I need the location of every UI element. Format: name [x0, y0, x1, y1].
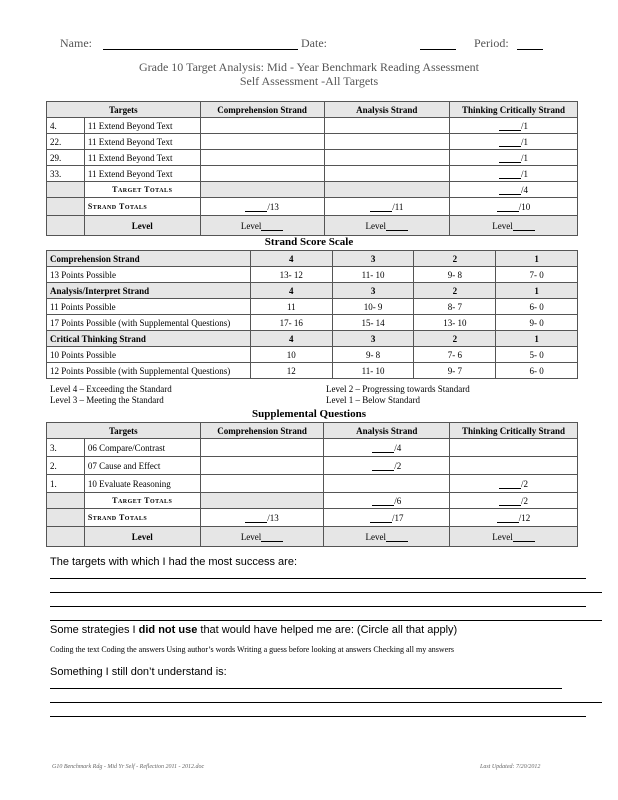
- level-number: 3: [332, 251, 414, 267]
- col-header: Thinking Critically Strand: [450, 423, 578, 439]
- level-cell[interactable]: Level: [324, 527, 450, 547]
- score-cell[interactable]: [200, 118, 324, 134]
- range-cell: 7- 0: [496, 267, 578, 283]
- range-cell: 9- 8: [414, 267, 496, 283]
- reflection-question-2: Some strategies I did not use that would have helped me are: (Circle all that apply): [50, 624, 458, 636]
- target-name: 11 Extend Beyond Text: [84, 118, 200, 134]
- item-number: 2.: [47, 457, 85, 475]
- range-cell: 12: [250, 363, 332, 379]
- points-label: 17 Points Possible (with Supplemental Questions): [47, 315, 251, 331]
- score-cell[interactable]: /1: [450, 166, 578, 182]
- col-header: Comprehension Strand: [200, 423, 324, 439]
- target-name: 07 Cause and Effect: [84, 457, 200, 475]
- range-cell: 13- 10: [414, 315, 496, 331]
- strand-name: Comprehension Strand: [47, 251, 251, 267]
- score-cell[interactable]: [324, 475, 450, 493]
- item-number: 4.: [47, 118, 85, 134]
- legend-level-1: Level 1 – Below Standard: [326, 395, 420, 405]
- target-totals-label: Target Totals: [84, 493, 200, 509]
- score-cell[interactable]: [200, 439, 324, 457]
- score-cell[interactable]: /12: [450, 509, 578, 527]
- range-cell: 11- 10: [332, 363, 414, 379]
- table-row: [47, 299, 578, 315]
- scale-title: Strand Score Scale: [264, 236, 354, 248]
- strand-totals-label: Strand Totals: [84, 198, 200, 216]
- level-label: Level: [84, 527, 200, 547]
- date-label: Date:: [301, 36, 327, 50]
- range-cell: 10: [250, 347, 332, 363]
- level-number: 1: [496, 251, 578, 267]
- answer-line[interactable]: [50, 620, 602, 621]
- table-row: [47, 457, 578, 475]
- col-header: Targets: [47, 423, 201, 439]
- name-label: Name:: [60, 36, 92, 50]
- level-number: 1: [496, 331, 578, 347]
- strand-header-row: [47, 251, 578, 267]
- strand-header-row: [47, 331, 578, 347]
- target-name: 10 Evaluate Reasoning: [84, 475, 200, 493]
- range-cell: 15- 14: [332, 315, 414, 331]
- range-cell: 11: [250, 299, 332, 315]
- target-name: 06 Compare/Contrast: [84, 439, 200, 457]
- range-cell: 5- 0: [496, 347, 578, 363]
- period-blank[interactable]: [517, 49, 543, 50]
- table-row: [47, 166, 578, 182]
- score-cell[interactable]: /4: [324, 439, 450, 457]
- table-header-row: [47, 102, 578, 118]
- answer-line[interactable]: [50, 702, 602, 703]
- table-row: [47, 347, 578, 363]
- footer-filename: G10 Benchmark Rdg - Mid Yr Self - Reflection 2011 - 2012.doc: [52, 764, 205, 770]
- score-cell[interactable]: /6: [324, 493, 450, 509]
- range-cell: 13- 12: [250, 267, 332, 283]
- score-cell[interactable]: [324, 150, 450, 166]
- target-name: 11 Extend Beyond Text: [84, 150, 200, 166]
- level-number: 1: [496, 283, 578, 299]
- range-cell: 9- 8: [332, 347, 414, 363]
- level-cell[interactable]: Level: [324, 216, 450, 236]
- range-cell: 7- 6: [414, 347, 496, 363]
- strategy-options[interactable]: Coding the text Coding the answers Using author’s words Writing a guess before looking at answers Checking all my answers: [50, 645, 454, 654]
- range-cell: 6- 0: [496, 363, 578, 379]
- reflection-question-1: The targets with which I had the most success are:: [50, 556, 298, 568]
- footer-updated: Last Updated: 7/20/2012: [480, 764, 541, 770]
- score-cell[interactable]: [200, 150, 324, 166]
- score-cell[interactable]: /4: [450, 182, 578, 198]
- level-number: 4: [250, 251, 332, 267]
- score-cell[interactable]: /11: [324, 198, 450, 216]
- points-label: 13 Points Possible: [47, 267, 251, 283]
- score-cell[interactable]: [450, 439, 578, 457]
- score-scale-table: [46, 250, 578, 379]
- score-cell[interactable]: [324, 118, 450, 134]
- level-label: Level: [84, 216, 200, 236]
- target-totals-row: [47, 493, 578, 509]
- level-row: [47, 527, 578, 547]
- legend-level-4: Level 4 – Exceeding the Standard: [50, 384, 172, 394]
- level-number: 2: [414, 331, 496, 347]
- strand-name: Analysis/Interpret Strand: [47, 283, 251, 299]
- supplemental-title: Supplemental Questions: [252, 408, 366, 420]
- range-cell: 10- 9: [332, 299, 414, 315]
- level-number: 2: [414, 251, 496, 267]
- level-cell[interactable]: Level: [200, 216, 324, 236]
- name-blank[interactable]: [103, 49, 298, 50]
- table-row: [47, 439, 578, 457]
- table-row: [47, 315, 578, 331]
- score-cell[interactable]: [324, 134, 450, 150]
- range-cell: 8- 7: [414, 299, 496, 315]
- table-row: [47, 134, 578, 150]
- legend-level-2: Level 2 – Progressing towards Standard: [326, 384, 470, 394]
- target-name: 11 Extend Beyond Text: [84, 166, 200, 182]
- score-cell[interactable]: /17: [324, 509, 450, 527]
- target-name: 11 Extend Beyond Text: [84, 134, 200, 150]
- level-cell[interactable]: Level: [450, 216, 578, 236]
- page-subtitle: Self Assessment -All Targets: [239, 74, 379, 88]
- strand-totals-row: [47, 509, 578, 527]
- table-row: [47, 475, 578, 493]
- points-label: 11 Points Possible: [47, 299, 251, 315]
- score-cell[interactable]: /2: [450, 493, 578, 509]
- level-number: 4: [250, 331, 332, 347]
- item-number: 22.: [47, 134, 85, 150]
- points-label: 10 Points Possible: [47, 347, 251, 363]
- strand-header-row: [47, 283, 578, 299]
- range-cell: 11- 10: [332, 267, 414, 283]
- score-cell[interactable]: /1: [450, 150, 578, 166]
- score-cell[interactable]: [200, 134, 324, 150]
- table-row: [47, 267, 578, 283]
- targets-table: [46, 101, 578, 236]
- strand-totals-label: Strand Totals: [84, 509, 200, 527]
- score-cell[interactable]: [200, 475, 324, 493]
- score-cell[interactable]: [200, 457, 324, 475]
- level-cell[interactable]: Level: [200, 527, 324, 547]
- level-number: 3: [332, 283, 414, 299]
- score-cell[interactable]: [324, 166, 450, 182]
- score-cell[interactable]: /1: [450, 134, 578, 150]
- table-header-row: [47, 423, 578, 439]
- legend-level-3: Level 3 – Meeting the Standard: [50, 395, 164, 405]
- answer-line[interactable]: [50, 716, 586, 717]
- level-cell[interactable]: Level: [450, 527, 578, 547]
- col-header: Targets: [47, 102, 201, 118]
- table-row: [47, 150, 578, 166]
- score-cell[interactable]: [200, 166, 324, 182]
- item-number: 1.: [47, 475, 85, 493]
- score-cell[interactable]: /2: [324, 457, 450, 475]
- score-cell[interactable]: /10: [450, 198, 578, 216]
- level-number: 2: [414, 283, 496, 299]
- item-number: 33.: [47, 166, 85, 182]
- points-label: 12 Points Possible (with Supplemental Questions): [47, 363, 251, 379]
- range-cell: 17- 16: [250, 315, 332, 331]
- score-cell[interactable]: /13: [200, 198, 324, 216]
- level-row: [47, 216, 578, 236]
- table-row: [47, 363, 578, 379]
- supplemental-table: [46, 422, 578, 547]
- target-totals-label: Target Totals: [84, 182, 200, 198]
- item-number: 29.: [47, 150, 85, 166]
- level-number: 3: [332, 331, 414, 347]
- level-number: 4: [250, 283, 332, 299]
- strand-name: Critical Thinking Strand: [47, 331, 251, 347]
- table-row: [47, 118, 578, 134]
- reflection-question-3: Something I still don’t understand is:: [50, 666, 227, 678]
- answer-line[interactable]: [50, 688, 562, 689]
- score-cell[interactable]: /2: [450, 475, 578, 493]
- score-cell[interactable]: /1: [450, 118, 578, 134]
- col-header: Analysis Strand: [324, 423, 450, 439]
- range-cell: 9- 7: [414, 363, 496, 379]
- answer-line[interactable]: [50, 606, 586, 607]
- item-number: 3.: [47, 439, 85, 457]
- period-label: Period:: [474, 36, 509, 50]
- range-cell: 9- 0: [496, 315, 578, 331]
- answer-line[interactable]: [50, 578, 586, 579]
- col-header: Analysis Strand: [324, 102, 450, 118]
- col-header: Thinking Critically Strand: [450, 102, 578, 118]
- strand-totals-row: [47, 198, 578, 216]
- score-cell[interactable]: [450, 457, 578, 475]
- answer-line[interactable]: [50, 592, 602, 593]
- page-title: Grade 10 Target Analysis: Mid - Year Benchmark Reading Assessment: [138, 60, 479, 74]
- date-blank[interactable]: [420, 49, 456, 50]
- col-header: Comprehension Strand: [200, 102, 324, 118]
- range-cell: 6- 0: [496, 299, 578, 315]
- score-cell[interactable]: /13: [200, 509, 324, 527]
- target-totals-row: [47, 182, 578, 198]
